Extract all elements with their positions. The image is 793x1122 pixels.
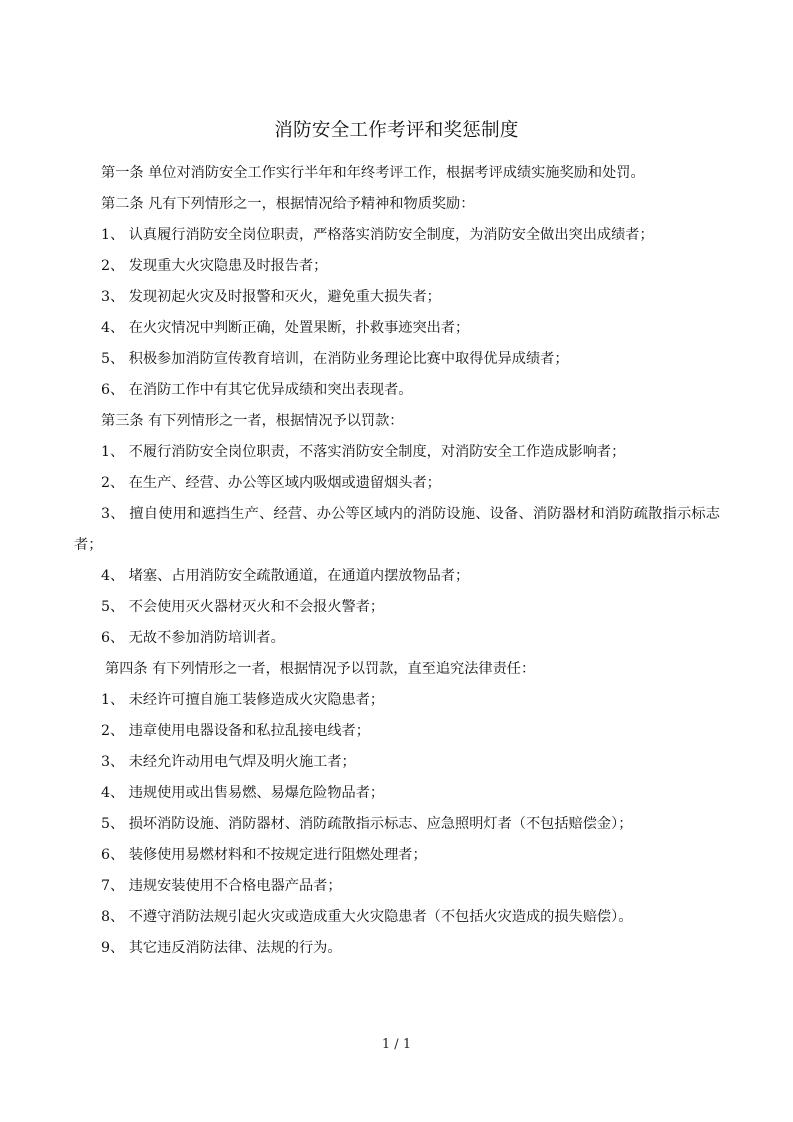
penalty-item-3: 3、 未经允许动用电气焊及明火施工者； — [101, 754, 356, 770]
fine-item-2: 2、 在生产、经营、办公等区域内吸烟或遗留烟头者； — [101, 475, 441, 491]
article-1: 第一条 单位对消防安全工作实行半年和年终考评工作，根据考评成绩实施奖励和处罚。 — [101, 165, 645, 181]
fine-item-3: 3、 擅自使用和遮挡生产、经营、办公等区域内的消防设施、设备、消防器材和消防疏散指示标志者； — [74, 506, 720, 553]
fine-item-1: 1、 不履行消防安全岗位职责，不落实消防安全制度，对消防安全工作造成影响者； — [101, 444, 626, 460]
penalty-item-8: 8、 不遵守消防法规引起火灾或造成重大火灾隐患者（不包括火灾造成的损失赔偿）。 — [101, 909, 633, 925]
reward-item-6: 6、 在消防工作中有其它优异成绩和突出表现者。 — [101, 382, 413, 398]
fine-item-5: 5、 不会使用灭火器材灭火和不会报火警者； — [101, 599, 385, 615]
penalty-item-7: 7、 违规安装使用不合格电器产品者； — [101, 878, 342, 894]
article-4: 第四条 有下列情形之一者，根据情况予以罚款，直至追究法律责任： — [105, 661, 536, 677]
penalty-item-2: 2、 违章使用电器设备和私拉乱接电线者； — [101, 723, 370, 739]
reward-item-1: 1、 认真履行消防安全岗位职责，严格落实消防安全制度，为消防安全做出突出成绩者； — [101, 227, 654, 243]
page-number: 1 / 1 — [381, 1037, 412, 1052]
article-2: 第二条 凡有下列情形之一，根据情况给予精神和物质奖励： — [101, 196, 475, 212]
penalty-item-9: 9、 其它违反消防法律、法规的行为。 — [101, 940, 342, 956]
reward-item-2: 2、 发现重大火灾隐患及时报告者； — [101, 258, 328, 274]
reward-item-4: 4、 在火灾情况中判断正确，处置果断，扑救事迹突出者； — [101, 320, 470, 336]
document-title: 消防安全工作考评和奖惩制度 — [274, 120, 519, 141]
penalty-item-1: 1、 未经许可擅自施工装修造成火灾隐患者； — [101, 692, 385, 708]
reward-item-5: 5、 积极参加消防宣传教育培训，在消防业务理论比赛中取得优异成绩者； — [101, 351, 569, 367]
reward-item-3: 3、 发现初起火灾及时报警和灭火，避免重大损失者； — [101, 289, 441, 305]
penalty-item-5: 5、 损坏消防设施、消防器材、消防疏散指示标志、应急照明灯者（不包括赔偿金）； — [101, 816, 633, 832]
fine-item-4: 4、 堵塞、占用消防安全疏散通道，在通道内摆放物品者； — [101, 568, 470, 584]
penalty-item-4: 4、 违规使用或出售易燃、易爆危险物品者； — [101, 785, 385, 801]
fine-item-6: 6、 无故不参加消防培训者。 — [101, 630, 285, 646]
document-body — [74, 158, 720, 964]
penalty-item-6: 6、 装修使用易燃材料和不按规定进行阻燃处理者； — [101, 847, 427, 863]
article-3: 第三条 有下列情形之一者，根据情况予以罚款： — [101, 413, 404, 429]
